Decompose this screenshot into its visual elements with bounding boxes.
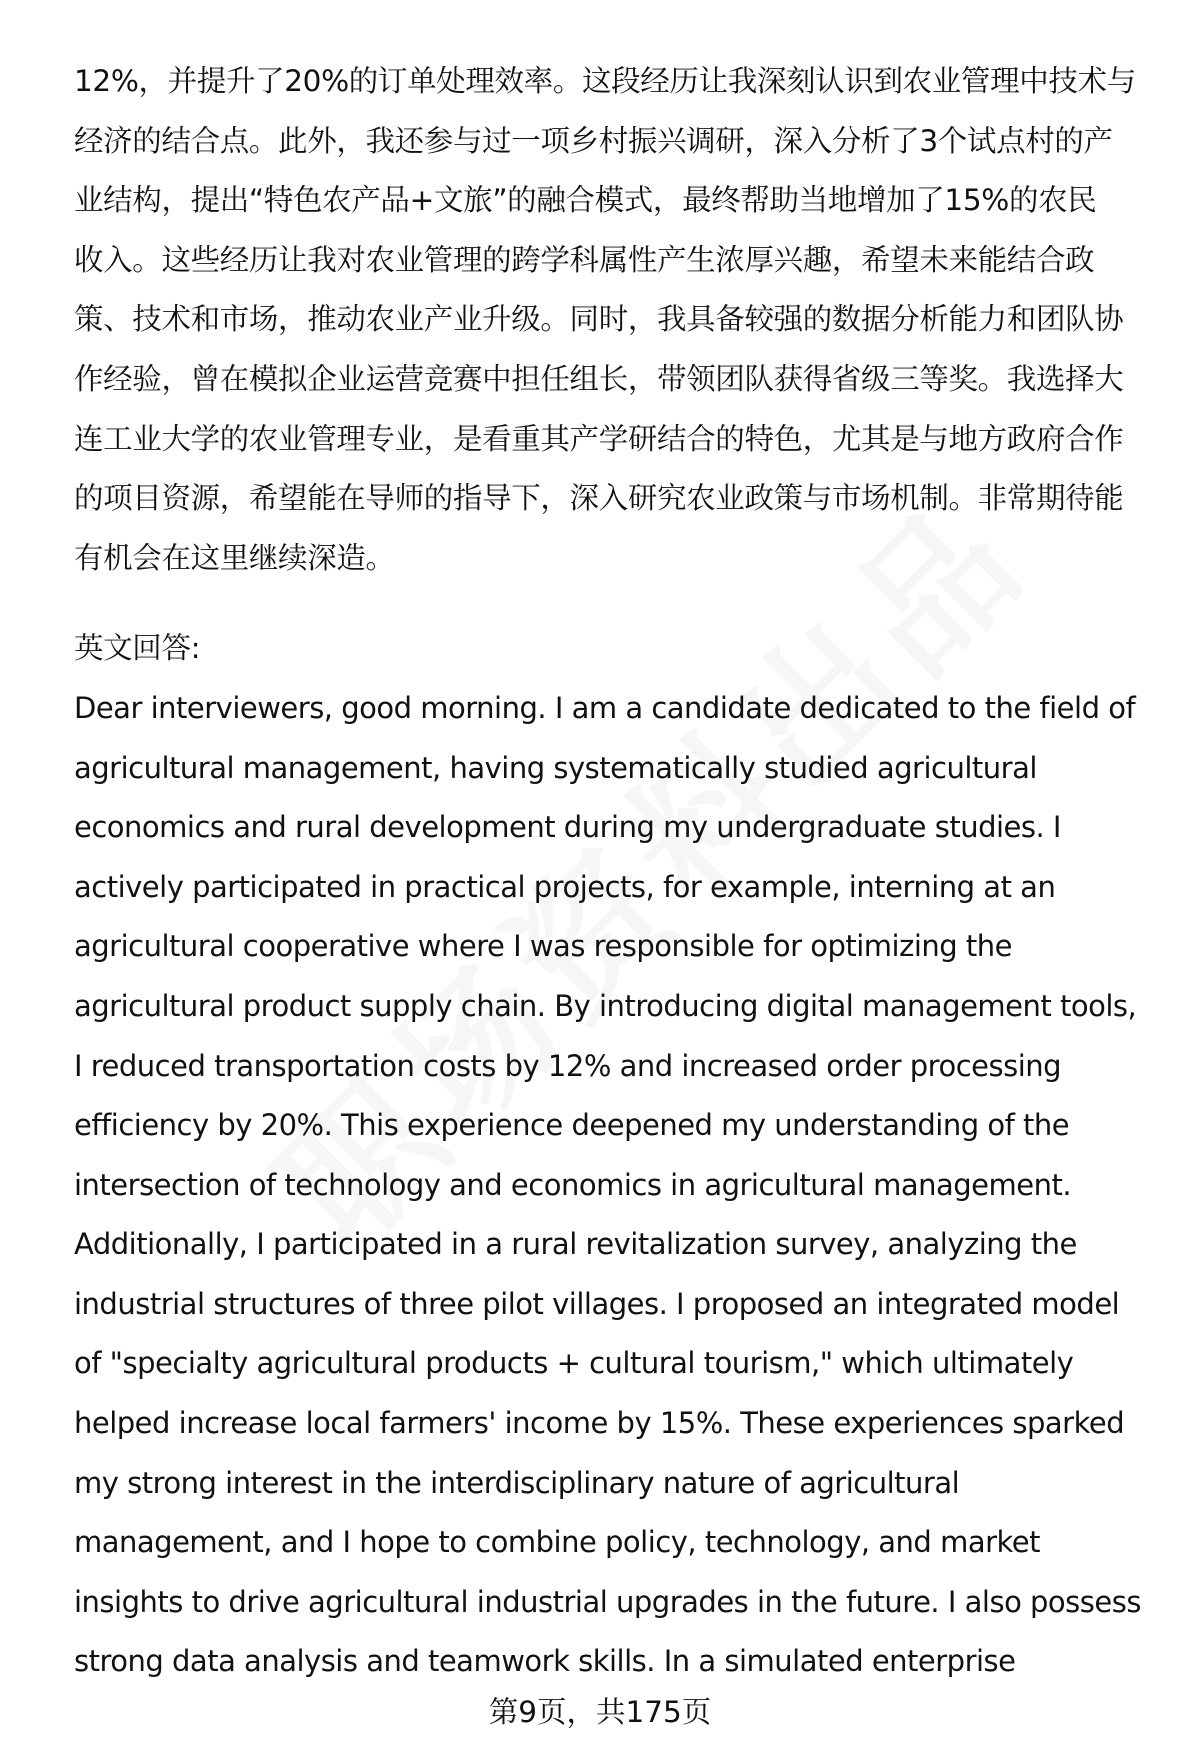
paragraph-spacer bbox=[74, 588, 1154, 619]
text-line: 有机会在这里继续深造。 bbox=[74, 540, 395, 575]
english-answer-paragraph bbox=[74, 679, 1154, 1692]
text-line: efficiency by 20%. This experience deepened my understanding of the bbox=[74, 1108, 1070, 1143]
text-line: strong data analysis and teamwork skills. In a simulated enterprise bbox=[74, 1644, 1016, 1679]
text-line: 策、技术和市场，推动农业产业升级。同时，我具备较强的数据分析能力和团队协 bbox=[74, 302, 1124, 337]
text-line: 作经验，曾在模拟企业运营竞赛中担任组长，带领团队获得省级三等奖。我选择大 bbox=[74, 361, 1124, 396]
text-line: 连工业大学的农业管理专业，是看重其产学研结合的特色，尤其是与地方政府合作 bbox=[74, 421, 1124, 456]
text-line: of "specialty agricultural products + cultural tourism," which ultimately bbox=[74, 1346, 1074, 1381]
text-line: agricultural cooperative where I was responsible for optimizing the bbox=[74, 929, 1012, 964]
text-line: insights to drive agricultural industrial upgrades in the future. I also possess bbox=[74, 1584, 1141, 1619]
text-line: my strong interest in the interdisciplinary nature of agricultural bbox=[74, 1465, 960, 1500]
text-line: Dear interviewers, good morning. I am a candidate dedicated to the field of bbox=[74, 690, 1136, 725]
text-line: Additionally, I participated in a rural revitalization survey, analyzing the bbox=[74, 1227, 1077, 1262]
text-line: industrial structures of three pilot villages. I proposed an integrated model bbox=[74, 1286, 1120, 1321]
text-line: actively participated in practical projects, for example, interning at an bbox=[74, 869, 1056, 904]
document-body bbox=[74, 52, 1154, 1692]
text-line: economics and rural development during my undergraduate studies. I bbox=[74, 810, 1061, 845]
text-line: I reduced transportation costs by 12% and increased order processing bbox=[74, 1048, 1062, 1083]
english-answer-heading: 英文回答: bbox=[74, 631, 201, 666]
page-number-footer: 第9页，共175页 bbox=[488, 1695, 712, 1729]
text-line: agricultural management, having systematically studied agricultural bbox=[74, 750, 1037, 785]
text-line: 收入。这些经历让我对农业管理的跨学科属性产生浓厚兴趣，希望未来能结合政 bbox=[74, 242, 1095, 277]
text-line: 的项目资源，希望能在导师的指导下，深入研究农业政策与市场机制。非常期待能 bbox=[74, 481, 1124, 516]
text-line: intersection of technology and economics in agricultural management. bbox=[74, 1167, 1072, 1202]
text-line: 12%，并提升了20%的订单处理效率。这段经历让我深刻认识到农业管理中技术与 bbox=[74, 64, 1136, 98]
text-line: 经济的结合点。此外，我还参与过一项乡村振兴调研，深入分析了3个试点村的产 bbox=[74, 123, 1113, 158]
text-line: management, and I hope to combine policy, technology, and market bbox=[74, 1525, 1040, 1560]
text-line: agricultural product supply chain. By introducing digital management tools, bbox=[74, 988, 1137, 1023]
text-line: 业结构，提出“特色农产品+文旅”的融合模式，最终帮助当地增加了15%的农民 bbox=[74, 183, 1097, 218]
text-line: helped increase local farmers' income by 15%. These experiences sparked bbox=[74, 1406, 1125, 1441]
chinese-answer-paragraph bbox=[74, 52, 1154, 588]
